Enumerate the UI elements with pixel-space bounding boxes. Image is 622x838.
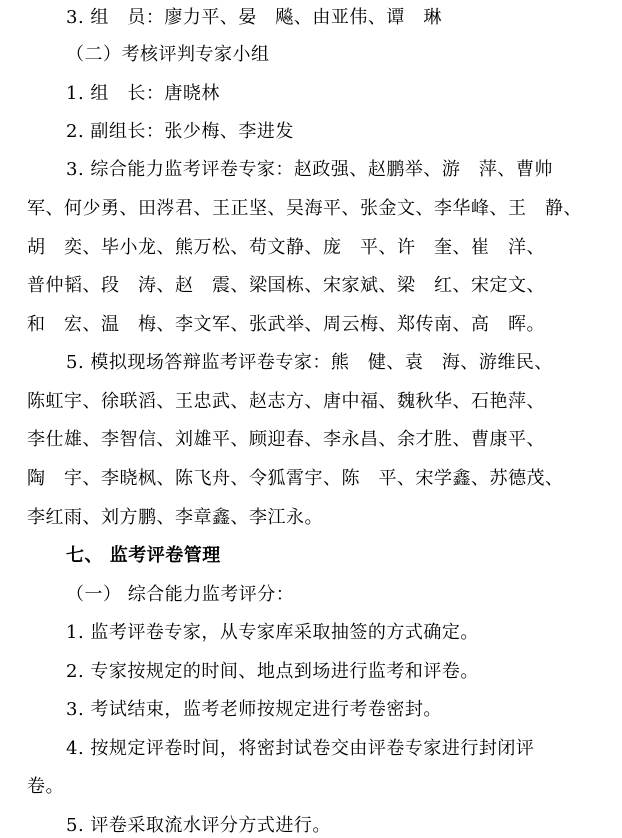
defense-experts-line-3: 李仕雄、李智信、刘雄平、顾迎春、李永昌、余才胜、曹康平、 <box>27 429 545 450</box>
defense-experts-line-1: 5. 模拟现场答辩监考评卷专家：熊 健、袁 海、游维民、 <box>66 352 553 373</box>
team-members-line: 3. 组 员：廖力平、晏 飚、由亚伟、谭 琳 <box>66 7 442 28</box>
defense-experts-line-2: 陈虹宇、徐联滔、王忠武、赵志方、唐中福、魏秋华、石艳萍、 <box>27 391 545 412</box>
section-heading-exam-management: 七、 监考评卷管理 <box>66 545 221 566</box>
rule-item-2: 2. 专家按规定的时间、地点到场进行监考和评卷。 <box>66 661 479 682</box>
defense-experts-line-5: 李红雨、刘方鹏、李章鑫、李江永。 <box>27 507 323 528</box>
rule-item-4: 4. 按规定评卷时间，将密封试卷交由评卷专家进行封闭评 <box>66 738 535 759</box>
subsection-heading-ability-scoring: （一） 综合能力监考评分： <box>66 584 295 605</box>
ability-experts-line-3: 胡 奕、毕小龙、熊万松、苟文静、庞 平、许 奎、崔 洋、 <box>27 237 545 258</box>
section-heading-evaluation-group: （二）考核评判专家小组 <box>66 44 270 65</box>
ability-experts-line-2: 军、何少勇、田涔君、王正坚、吴海平、张金文、李华峰、王 静、 <box>27 198 582 219</box>
ability-experts-line-1: 3. 综合能力监考评卷专家：赵政强、赵鹏举、游 萍、曹帅 <box>66 159 553 180</box>
rule-item-4-continued: 卷。 <box>27 776 64 797</box>
ability-experts-line-5: 和 宏、温 梅、李文军、张武举、周云梅、郑传南、高 晖。 <box>27 314 545 335</box>
rule-item-3: 3. 考试结束，监考老师按规定进行考卷密封。 <box>66 699 442 720</box>
group-leader-line: 1. 组 长：唐晓林 <box>66 83 220 104</box>
ability-experts-line-4: 普仲韬、段 涛、赵 震、梁国栋、宋家斌、梁 红、宋定文、 <box>27 275 545 296</box>
rule-item-5: 5. 评卷采取流水评分方式进行。 <box>66 815 331 836</box>
deputy-leader-line: 2. 副组长：张少梅、李进发 <box>66 121 294 142</box>
rule-item-1: 1. 监考评卷专家，从专家库采取抽签的方式确定。 <box>66 622 479 643</box>
defense-experts-line-4: 陶 宇、李晓枫、陈飞舟、令狐霄宇、陈 平、宋学鑫、苏德茂、 <box>27 468 564 489</box>
